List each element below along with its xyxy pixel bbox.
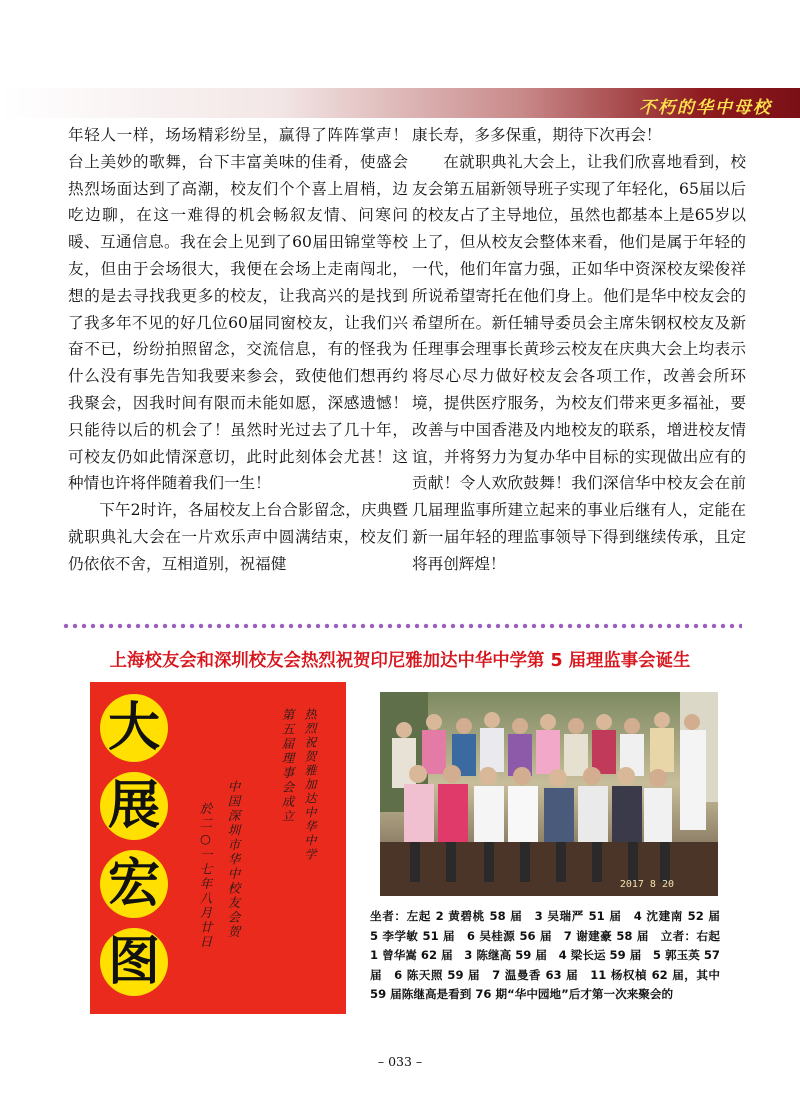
paragraph: 年轻人一样，场场精彩纷呈，赢得了阵阵掌声！台上美妙的歌舞，台下丰富美味的佳肴，使盛会热烈场面达到了高潮，校友们个个喜上眉梢，边吃边聊，在这一难得的机会畅叙友情、问寒问暖、互通信息。我在会上见到了60届田锦堂等校友，但由于会场很大，我便在会场上走南闯北，想的是去寻找我更多的校友，让我高兴的是找到了我多年不见的好几位60届同窗校友，让我们兴奋不已，纷纷拍照留念，交流信息，有的怪我为什么没有事先告知我要来参会，致使他们想再约我聚会，因我时间有限而未能如愿，深感遗憾！只能待以后的机会了！虽然时光过去了几十年，可校友仍如此情深意切，此时此刻体会尤甚！这种情也许将伴随着我们一生！	[68, 126, 408, 493]
banner-signature: 中国深圳市华中校友会贺	[226, 780, 241, 940]
left-column	[68, 122, 408, 578]
photo-date-stamp: 2017 8 20	[619, 879, 674, 890]
right-column	[412, 122, 746, 578]
banner-date: 於二○一七年八月廿日	[198, 802, 213, 950]
paragraph: 下午2时许，各届校友上台合影留念，庆典暨就职典礼大会在一片欢乐声中圆满结束，校友们仍依依不舍，互相道别，祝福健	[68, 501, 408, 573]
page-number: – 033 –	[377, 1054, 423, 1069]
section-title: 上海校友会和深圳校友会热烈祝贺印尼雅加达中华中学第 5 届理监事会诞生	[109, 651, 691, 671]
group-photo	[380, 692, 718, 896]
char-circle	[100, 772, 168, 840]
photo-caption: 坐者：左起 2 黄碧桃 58 届 3 吴瑞严 51 届 4 沈建南 52 届 5 李学敏 51 届 6 吴桂源 56 届 7 谢建豪 58 届 立者：右起 1 曾华嵩 62 届 3 陈继高 59 届 4 梁长运 59 届 5 郭玉英 57 届 6 陈天照 59 届 7 温曼香 63 届 11 杨权楨 62 届，其中 59 届陈继高是看到 76 期“华中园地”后才第一次来聚会的	[370, 909, 732, 1002]
header-title: 不朽的华中母校	[639, 98, 772, 118]
char-circle	[100, 850, 168, 918]
char-circle	[100, 928, 168, 996]
paragraph: 康长寿，多多保重，期待下次再会！	[412, 126, 662, 144]
group-photo-image	[380, 692, 718, 896]
calligraphy-char: 宏	[107, 853, 160, 914]
dotted-divider	[62, 622, 742, 630]
calligraphy-banner	[90, 682, 346, 1014]
banner-inscription: 第五届理事会成立	[280, 708, 295, 824]
paragraph: 在就职典礼大会上，让我们欣喜地看到，校友会第五届新领导班子实现了年轻化，65届以后的校友占了主导地位，虽然也都基本上是65岁以上了，但从校友会整体来看，他们是属于年轻的一代，他们年富力强，正如华中资深校友梁俊祥所说希望寄托在他们身上。他们是华中校友会的希望所在。新任辅导委员会主席朱钢权校友及新任理事会理事长黄珍云校友在庆典大会上均表示将尽心尽力做好校友会各项工作，改善会所环境，提供医疗服务，为校友们带来更多福祉，要改善与中国香港及内地校友的联系，增进校友情谊，并将努力为复办华中目标的实现做出应有的贡献！令人欢欣鼓舞！我们深信华中校友会在前几届理监事所建立起来的事业后继有人，定能在新一届年轻的理监事领导下得到继续传承，且定将再创辉煌！	[412, 152, 746, 573]
calligraphy-char: 大	[107, 697, 160, 758]
calligraphy-char: 图	[107, 931, 160, 992]
calligraphy-char: 展	[107, 775, 160, 836]
char-circle	[100, 694, 168, 762]
banner-inscription: 热烈祝贺雅加达中华中学	[303, 708, 317, 862]
